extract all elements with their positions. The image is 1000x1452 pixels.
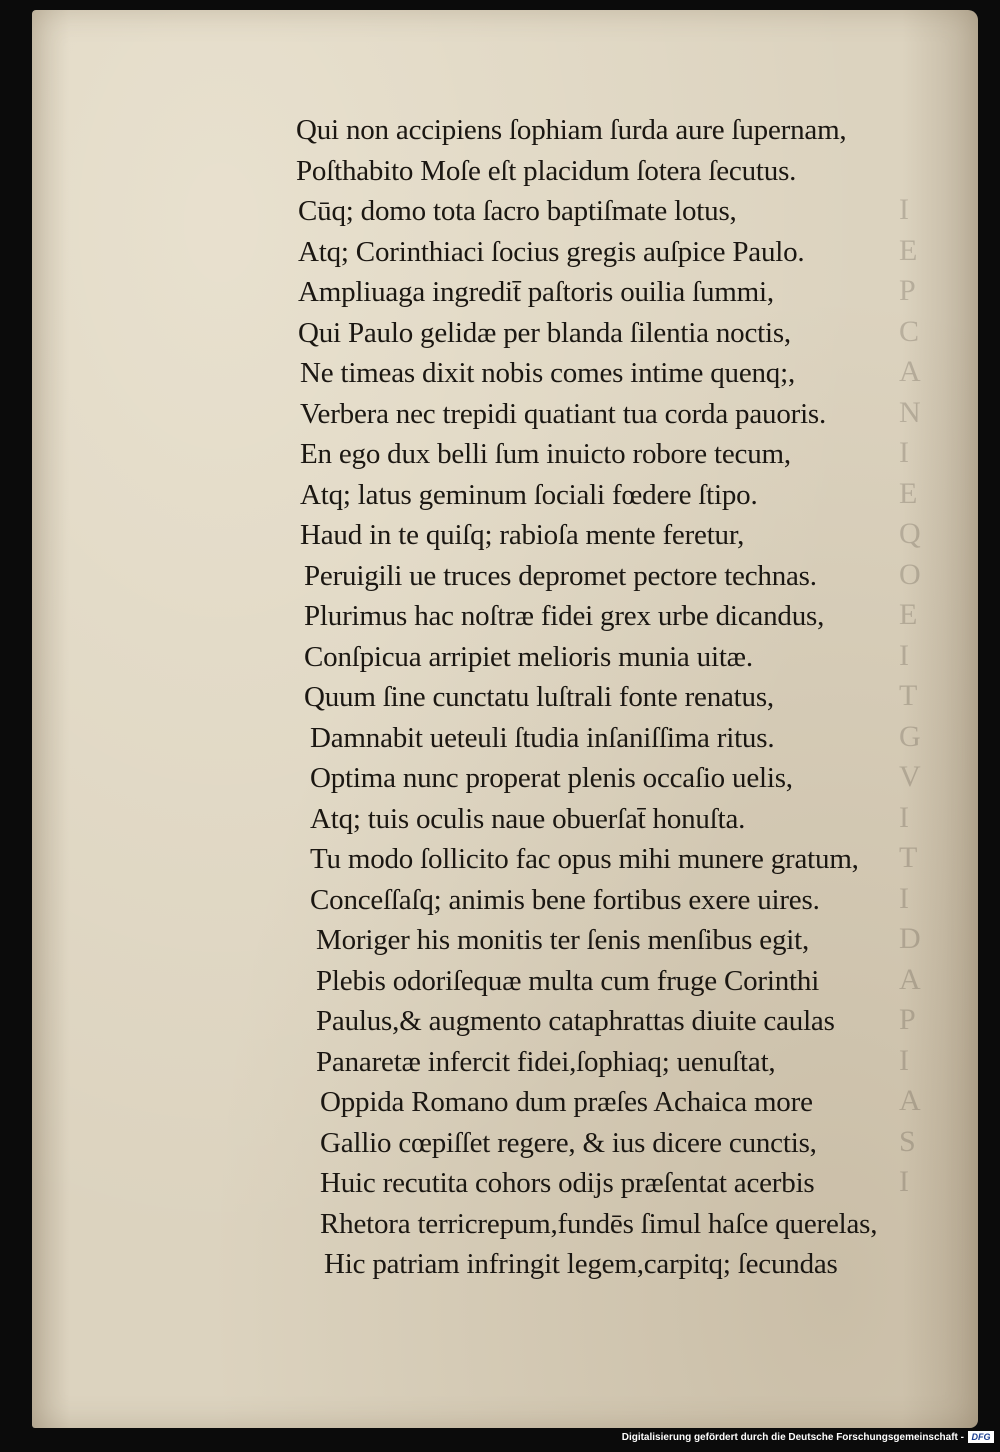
verse-line: Ne timeas dixit nobis comes intime quenq;, bbox=[300, 357, 795, 389]
verse-line: Qui Paulo gelidæ per blanda ſilentia noctis, bbox=[298, 316, 791, 349]
verse-line: Panaretæ infercit fidei,ſophiaq; uenuſtat, bbox=[316, 1045, 776, 1078]
verse-line: Damnabit ueteuli ſtudia inſaniſſima ritus. bbox=[310, 721, 775, 754]
verse-line: Poſthabito Moſe eſt placidum ſotera ſecutus. bbox=[296, 154, 797, 187]
bleed-through-letter: E bbox=[899, 476, 918, 510]
bleed-through-letter: P bbox=[899, 1003, 916, 1036]
verse-line: Oppida Romano dum præſes Achaica more bbox=[320, 1086, 813, 1118]
bleed-through-letter: I bbox=[899, 436, 909, 469]
verse-line: Atq; latus geminum ſociali fœdere ſtipo. bbox=[300, 478, 758, 511]
bleed-through-letter: Q bbox=[899, 517, 921, 550]
verse-line: Hic patriam infringit legem,carpitq; ſecundas bbox=[324, 1248, 838, 1280]
verse-line: Qui non accipiens ſophiam ſurda aure ſupernam, bbox=[296, 114, 847, 146]
bleed-through-letter: G bbox=[899, 719, 921, 753]
verse-line: Rhetora terricrepum,fundēs ſimul haſce querelas, bbox=[320, 1207, 878, 1240]
verse-line: Verbera nec trepidi quatiant tua corda pauoris. bbox=[300, 397, 827, 430]
verse-line: Cūq; domo tota ſacro baptiſmate lotus, bbox=[298, 195, 737, 227]
verse-line: Haud in te quiſq; rabioſa mente feretur, bbox=[300, 519, 745, 551]
verse-line: Moriger his monitis ter ſenis menſibus egit, bbox=[316, 924, 810, 956]
bleed-through-letter: D bbox=[899, 922, 921, 955]
verse-line: Conſpicua arripiet melioris munia uitæ. bbox=[304, 640, 753, 673]
bleed-through-letter: E bbox=[899, 598, 918, 631]
bleed-through-letter: A bbox=[899, 355, 921, 388]
bleed-through-letter: I bbox=[899, 1165, 909, 1198]
bleed-through-letter: T bbox=[899, 841, 918, 874]
bleed-through-letter: O bbox=[899, 557, 921, 591]
bleed-through-letter: I bbox=[899, 1043, 909, 1077]
verse-line: Paulus,& augmento cataphrattas diuite caulas bbox=[316, 1005, 835, 1037]
bleed-through-letter: N bbox=[899, 395, 921, 429]
verse-line: Ampliuaga ingredit̄ paſtoris ouilia ſummi, bbox=[298, 276, 774, 308]
book-page bbox=[32, 10, 978, 1428]
bleed-through-letter: S bbox=[899, 1124, 916, 1158]
bleed-through-letter: A bbox=[899, 962, 921, 996]
verse-line: Conceſſaſq; animis bene fortibus exere uires. bbox=[310, 883, 820, 916]
verse-line: Plurimus hac noſtræ fidei grex urbe dicandus, bbox=[304, 600, 825, 632]
dfg-logo: DFG bbox=[968, 1431, 994, 1443]
verse-list bbox=[296, 110, 946, 1285]
bleed-through-letter: V bbox=[899, 760, 921, 793]
bleed-through-letter: E bbox=[899, 233, 918, 267]
bleed-through-letter: I bbox=[899, 881, 909, 915]
bleed-through-letter: C bbox=[899, 314, 920, 348]
verse-line: Tu modo ſollicito fac opus mihi munere gratum, bbox=[310, 843, 859, 875]
bleed-through-letter: P bbox=[899, 274, 916, 307]
verse-line: Peruigili ue truces depromet pectore technas. bbox=[304, 559, 817, 592]
verse-line: Gallio cœpiſſet regere, & ius dicere cunctis, bbox=[320, 1126, 817, 1159]
verse-line: En ego dux belli ſum inuicto robore tecum, bbox=[300, 438, 791, 470]
verse-line: Plebis odoriſequæ multa cum fruge Corinthi bbox=[316, 964, 820, 997]
bleed-through-letter: I bbox=[899, 800, 909, 834]
verse-line: Huic recutita cohors odijs præſentat acerbis bbox=[320, 1167, 815, 1199]
bleed-through-letter: A bbox=[899, 1084, 921, 1117]
bleed-through-letter: I bbox=[899, 193, 909, 226]
verse-line: Atq; tuis oculis naue obuerſat̄ honuſta. bbox=[310, 802, 746, 835]
bleed-through-letter: T bbox=[899, 679, 918, 712]
verse-line: Atq; Corinthiaci ſocius gregis auſpice Paulo. bbox=[298, 235, 805, 268]
digitization-credit: Digitalisierung gefördert durch die Deutsche Forschungsgemeinschaft - bbox=[621, 1432, 964, 1443]
bleed-through-letter: I bbox=[899, 638, 909, 672]
verse-line: Quum ſine cunctatu luſtrali fonte renatus, bbox=[304, 681, 774, 713]
verse-line: Optima nunc properat plenis occaſio uelis, bbox=[310, 762, 793, 794]
